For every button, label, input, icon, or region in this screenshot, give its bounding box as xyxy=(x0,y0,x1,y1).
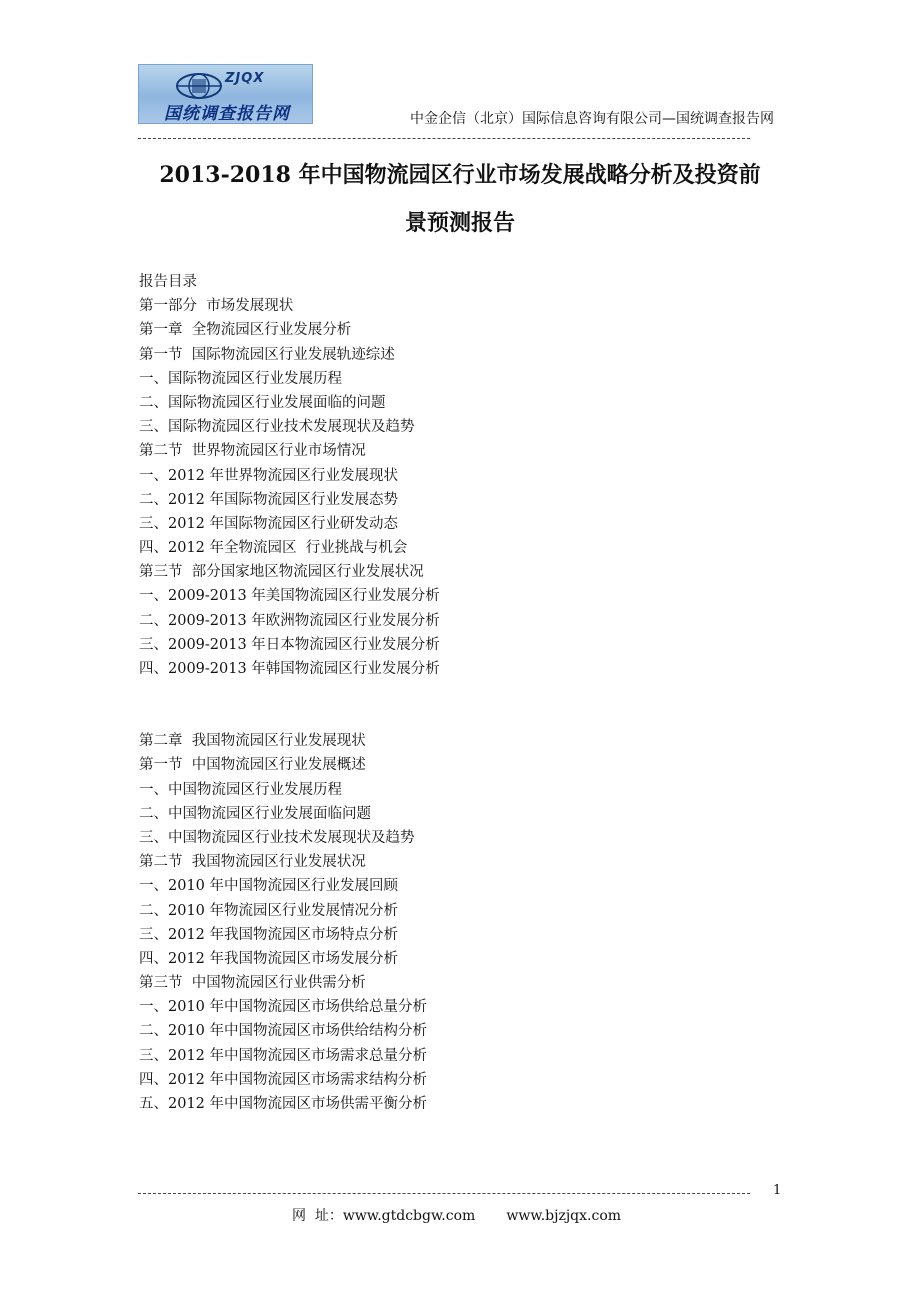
footer-website: 网 址：www.gtdcbgw.com www.bjzjqx.com xyxy=(292,1208,622,1224)
toc-entry: 报告目录 xyxy=(139,274,197,290)
toc-entry: 第三节 中国物流园区行业供需分析 xyxy=(139,975,366,992)
toc-block-part-1 xyxy=(139,270,759,681)
toc-entry: 第二节 世界物流园区行业市场情况 xyxy=(139,443,366,460)
toc-entry: 四、2009-2013 年韩国物流园区行业发展分析 xyxy=(139,661,440,677)
toc-entry: 第二节 我国物流园区行业发展状况 xyxy=(139,854,366,871)
toc-entry: 四、2012 年中国物流园区市场需求结构分析 xyxy=(139,1071,428,1088)
toc-entry: 三、2012 年国际物流园区行业研发动态 xyxy=(139,515,399,532)
toc-spacer xyxy=(139,681,759,729)
toc-entry: 三、2012 年我国物流园区市场特点分析 xyxy=(139,926,399,943)
toc-entry: 二、中国物流园区行业发展面临问题 xyxy=(139,805,371,822)
globe-emblem-icon xyxy=(175,71,223,101)
toc-entry: 三、2009-2013 年日本物流园区行业发展分析 xyxy=(139,636,440,653)
toc-entry: 一、2010 年中国物流园区市场供给总量分析 xyxy=(139,999,428,1016)
site-logo xyxy=(138,64,313,124)
footer-divider xyxy=(138,1193,750,1194)
toc-entry: 三、2012 年中国物流园区市场需求总量分析 xyxy=(139,1047,428,1064)
toc-entry: 第三节 部分国家地区物流园区行业发展状况 xyxy=(139,564,424,581)
toc-entry: 一、国际物流园区行业发展历程 xyxy=(139,370,342,387)
toc-entry: 四、2012 年我国物流园区市场发展分析 xyxy=(139,950,399,967)
toc-entry: 第一部分 市场发展现状 xyxy=(139,298,294,315)
toc-entry: 第一章 全物流园区行业发展分析 xyxy=(139,322,352,339)
toc-entry: 一、2010 年中国物流园区行业发展回顾 xyxy=(139,878,399,895)
toc-entry: 五、2012 年中国物流园区市场供需平衡分析 xyxy=(139,1096,428,1112)
toc-entry: 第一节 中国物流园区行业发展概述 xyxy=(139,757,366,774)
toc-entry: 二、2009-2013 年欧洲物流园区行业发展分析 xyxy=(139,612,440,629)
table-of-contents xyxy=(139,270,759,1116)
toc-entry: 第一节 国际物流园区行业发展轨迹综述 xyxy=(139,346,395,363)
header-divider xyxy=(138,138,750,139)
toc-entry: 一、2009-2013 年美国物流园区行业发展分析 xyxy=(139,588,440,605)
toc-entry: 一、2012 年世界物流园区行业发展现状 xyxy=(139,467,399,484)
report-title-line-2: 景预测报告 xyxy=(404,210,515,236)
header-company-name: 中金企信（北京）国际信息咨询有限公司—国统调查报告网 xyxy=(410,111,774,127)
toc-entry: 二、2010 年中国物流园区市场供给结构分析 xyxy=(139,1023,428,1040)
toc-entry: 四、2012 年全物流园区 行业挑战与机会 xyxy=(139,540,408,557)
toc-block-chapter-2 xyxy=(139,729,759,1116)
toc-entry: 三、国际物流园区行业技术发展现状及趋势 xyxy=(139,419,415,436)
page-number: 1 xyxy=(773,1183,782,1198)
logo-name: 国统调查报告网 xyxy=(164,104,290,124)
toc-entry: 二、国际物流园区行业发展面临的问题 xyxy=(139,394,386,411)
toc-entry: 二、2012 年国际物流园区行业发展态势 xyxy=(139,491,399,508)
logo-code: ZJQX xyxy=(225,71,265,86)
toc-entry: 一、中国物流园区行业发展历程 xyxy=(139,781,342,798)
toc-entry: 三、中国物流园区行业技术发展现状及趋势 xyxy=(139,829,415,846)
report-title-line-1: 2013-2018 年中国物流园区行业市场发展战略分析及投资前 xyxy=(159,162,761,188)
toc-entry: 第二章 我国物流园区行业发展现状 xyxy=(139,733,366,750)
toc-entry: 二、2010 年物流园区行业发展情况分析 xyxy=(139,902,399,919)
